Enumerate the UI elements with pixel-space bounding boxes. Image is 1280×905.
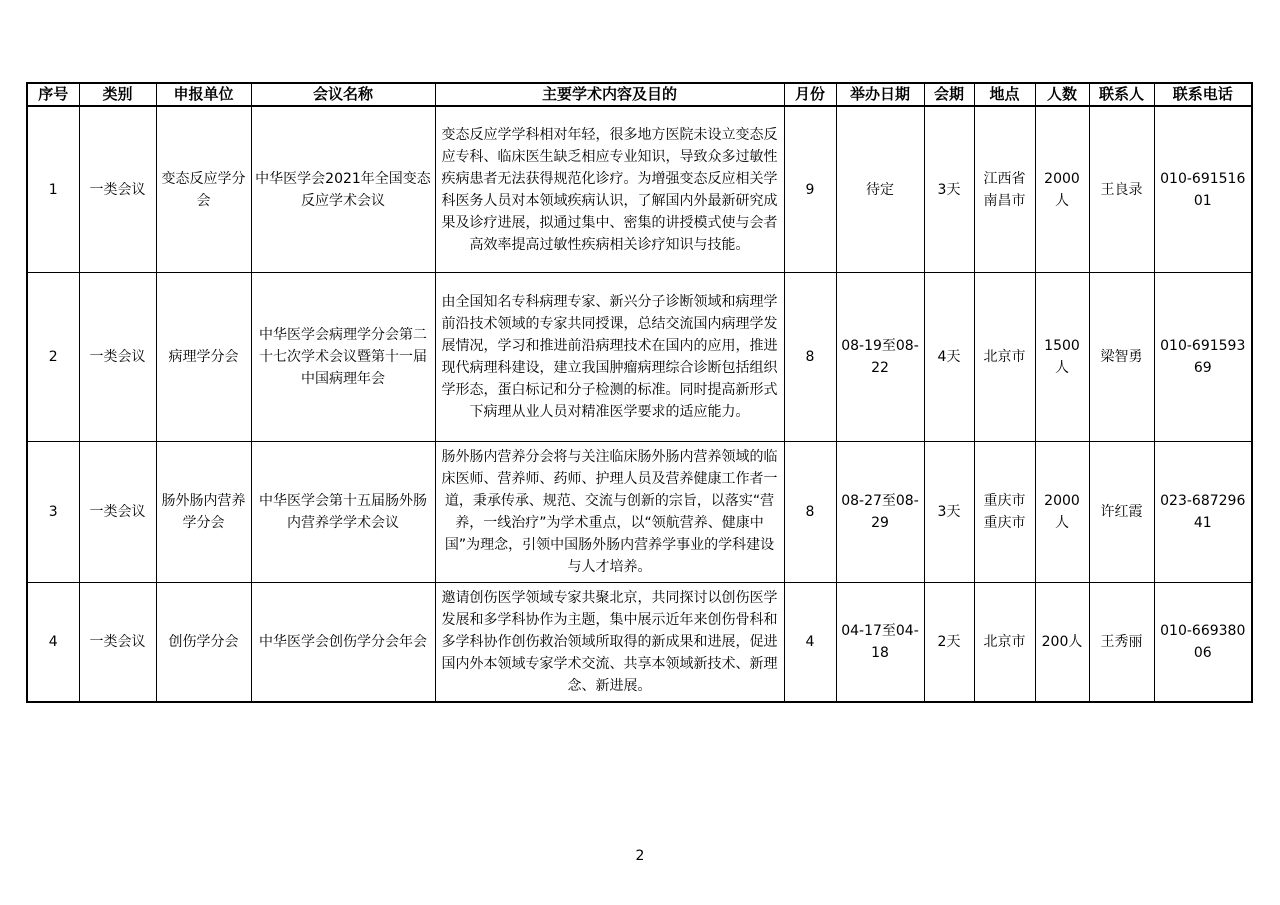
cell-seq: 1 <box>27 106 79 273</box>
cell-category: 一类会议 <box>79 583 156 703</box>
cell-contact: 许红霞 <box>1089 442 1154 583</box>
cell-location: 江西省南昌市 <box>974 106 1035 273</box>
table-row <box>27 442 1252 583</box>
cell-content: 邀请创伤医学领域专家共聚北京，共同探讨以创伤医学发展和多学科协作为主题，集中展示近年来创伤骨科和多学科协作创伤救治领域所取得的新成果和进展，促进国内外本领域专家学术交流、共享本领域新技术、新理念、新进展。 <box>435 583 784 703</box>
cell-contact: 梁智勇 <box>1089 273 1154 442</box>
cell-seq: 2 <box>27 273 79 442</box>
cell-meeting-name: 中华医学会创伤学分会年会 <box>251 583 435 703</box>
cell-month: 8 <box>784 442 836 583</box>
header-row <box>27 83 1252 106</box>
cell-category: 一类会议 <box>79 106 156 273</box>
cell-unit: 创伤学分会 <box>156 583 251 703</box>
cell-duration: 2天 <box>924 583 974 703</box>
cell-seq: 3 <box>27 442 79 583</box>
cell-date: 待定 <box>836 106 924 273</box>
cell-phone: 010-69151601 <box>1154 106 1252 273</box>
cell-contact: 王良录 <box>1089 106 1154 273</box>
header-category: 类别 <box>79 83 156 106</box>
cell-content: 由全国知名专科病理专家、新兴分子诊断领域和病理学前沿技术领域的专家共同授课，总结交流国内病理学发展情况，学习和推进前沿病理技术在国内的应用，推进现代病理科建设，建立我国肿瘤病理综合诊断包括组织学形态，蛋白标记和分子检测的标准。同时提高新形式下病理从业人员对精准医学要求的适应能力。 <box>435 273 784 442</box>
cell-phone: 010-69159369 <box>1154 273 1252 442</box>
cell-location: 北京市 <box>974 273 1035 442</box>
cell-date: 08-19至08-22 <box>836 273 924 442</box>
header-attendees: 人数 <box>1035 83 1089 106</box>
header-duration: 会期 <box>924 83 974 106</box>
cell-content: 肠外肠内营养分会将与关注临床肠外肠内营养领域的临床医师、营养师、药师、护理人员及营养健康工作者一道，秉承传承、规范、交流与创新的宗旨，以落实“营养，一线治疗”为学术重点，以“领航营养、健康中国”为理念，引领中国肠外肠内营养学事业的学科建设与人才培养。 <box>435 442 784 583</box>
cell-phone: 023-68729641 <box>1154 442 1252 583</box>
header-seq: 序号 <box>27 83 79 106</box>
cell-attendees: 2000人 <box>1035 442 1089 583</box>
cell-month: 8 <box>784 273 836 442</box>
table-header <box>27 83 1252 106</box>
cell-unit: 肠外肠内营养学分会 <box>156 442 251 583</box>
cell-duration: 3天 <box>924 442 974 583</box>
meeting-table <box>26 82 1253 703</box>
header-location: 地点 <box>974 83 1035 106</box>
cell-location: 北京市 <box>974 583 1035 703</box>
cell-content: 变态反应学学科相对年轻，很多地方医院未设立变态反应专科、临床医生缺乏相应专业知识，导致众多过敏性疾病患者无法获得规范化诊疗。为增强变态反应相关学科医务人员对本领域疾病认识，了解国内外最新研究成果及诊疗进展，拟通过集中、密集的讲授模式使与会者高效率提高过敏性疾病相关诊疗知识与技能。 <box>435 106 784 273</box>
header-date: 举办日期 <box>836 83 924 106</box>
cell-month: 9 <box>784 106 836 273</box>
cell-unit: 变态反应学分会 <box>156 106 251 273</box>
header-month: 月份 <box>784 83 836 106</box>
cell-meeting-name: 中华医学会病理学分会第二十七次学术会议暨第十一届中国病理年会 <box>251 273 435 442</box>
cell-attendees: 2000人 <box>1035 106 1089 273</box>
page-number: 2 <box>635 848 645 864</box>
header-phone: 联系电话 <box>1154 83 1252 106</box>
cell-duration: 3天 <box>924 106 974 273</box>
cell-attendees: 1500人 <box>1035 273 1089 442</box>
cell-meeting-name: 中华医学会第十五届肠外肠内营养学学术会议 <box>251 442 435 583</box>
cell-attendees: 200人 <box>1035 583 1089 703</box>
cell-category: 一类会议 <box>79 273 156 442</box>
cell-month: 4 <box>784 583 836 703</box>
table-row <box>27 273 1252 442</box>
cell-location: 重庆市重庆市 <box>974 442 1035 583</box>
cell-unit: 病理学分会 <box>156 273 251 442</box>
table-body <box>27 106 1252 702</box>
cell-date: 04-17至04-18 <box>836 583 924 703</box>
cell-seq: 4 <box>27 583 79 703</box>
header-content: 主要学术内容及目的 <box>435 83 784 106</box>
cell-category: 一类会议 <box>79 442 156 583</box>
table-row <box>27 583 1252 703</box>
cell-duration: 4天 <box>924 273 974 442</box>
cell-contact: 王秀丽 <box>1089 583 1154 703</box>
cell-meeting-name: 中华医学会2021年全国变态反应学术会议 <box>251 106 435 273</box>
cell-phone: 010-66938006 <box>1154 583 1252 703</box>
header-unit: 申报单位 <box>156 83 251 106</box>
cell-date: 08-27至08-29 <box>836 442 924 583</box>
table-row <box>27 106 1252 273</box>
header-contact: 联系人 <box>1089 83 1154 106</box>
header-meeting-name: 会议名称 <box>251 83 435 106</box>
